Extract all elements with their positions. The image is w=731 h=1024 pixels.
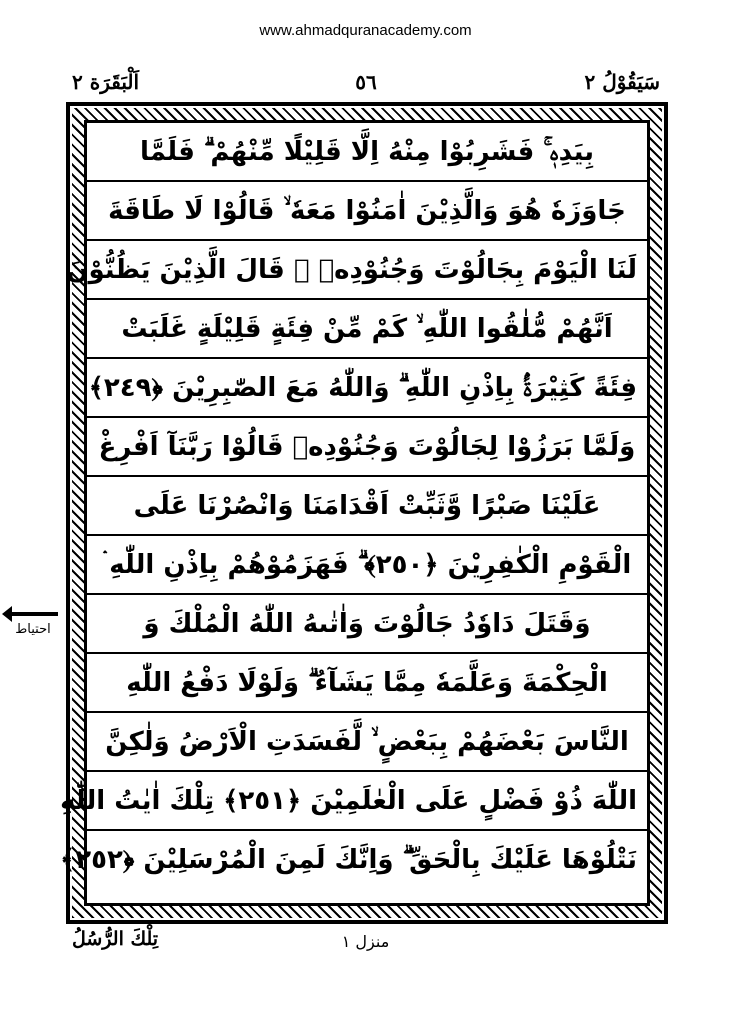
text-line-12: اللّٰهَ ذُوْ فَضْلٍ عَلَى الْعٰلَمِيْنَ ﴿٢٥١﴾ تِلْكَ اٰيٰتُ اللّٰهِ <box>87 772 647 831</box>
text-line-2: جَاوَزَهٗ هُوَ وَالَّذِيْنَ اٰمَنُوْا مَعَهٗ ۙ قَالُوْا لَا طَاقَةَ <box>87 182 647 241</box>
text-line-10: الْحِكْمَةَ وَعَلَّمَهٗ مِمَّا يَشَآءُ ۗ وَلَوْلَا دَفْعُ اللّٰهِ <box>87 654 647 713</box>
text-line-7: عَلَيْنَا صَبْرًا وَّثَبِّتْ اَقْدَامَنَا وَانْصُرْنَا عَلَى <box>87 477 647 536</box>
text-line-11: النَّاسَ بَعْضَهُمْ بِبَعْضٍ ۙ لَّفَسَدَتِ الْاَرْضُ وَلٰكِنَّ <box>87 713 647 772</box>
text-line-5: فِئَةً كَثِيْرَةًۢ بِاِذْنِ اللّٰهِ ۗ وَاللّٰهُ مَعَ الصّٰبِرِيْنَ ﴿٢٤٩﴾ <box>87 359 647 418</box>
margin-note-label: احتیاط <box>15 622 51 637</box>
surah-name: اَلْبَقَرَة ٢ <box>72 70 140 94</box>
text-line-3: لَنَا الْيَوْمَ بِجَالُوْتَ وَجُنُوْدِهٖ ۗ قَالَ الَّذِيْنَ يَظُنُّوْنَ <box>87 241 647 300</box>
margin-note <box>4 606 62 650</box>
page-number: ٥٦ <box>355 70 377 94</box>
page-header <box>72 70 660 100</box>
text-line-4: اَنَّهُمْ مُّلٰقُوا اللّٰهِ ۙ كَمْ مِّنْ فِئَةٍ قَلِيْلَةٍ غَلَبَتْ <box>87 300 647 359</box>
site-url[interactable]: www.ahmadquranacademy.com <box>259 22 472 39</box>
quran-text-block <box>59 123 647 903</box>
text-line-6: وَلَمَّا بَرَزُوْا لِجَالُوْتَ وَجُنُوْدِهٖ قَالُوْا رَبَّنَآ اَفْرِغْ <box>87 418 647 477</box>
manzil-marker: منزل ۱ <box>341 932 390 951</box>
text-line-1: بِيَدِهٖ ۚ فَشَرِبُوْا مِنْهُ اِلَّا قَلِيْلًا مِّنْهُمْ ۗ فَلَمَّا <box>87 123 647 182</box>
text-line-13: نَتْلُوْهَا عَلَيْكَ بِالْحَقِّ ۗ وَاِنَّكَ لَمِنَ الْمُرْسَلِيْنَ ﴿٢٥٢﴾ <box>59 845 637 875</box>
text-line-9: وَقَتَلَ دَاوٗدُ جَالُوْتَ وَاٰتٰىهُ اللّٰهُ الْمُلْكَ وَ <box>87 595 647 654</box>
text-line-8: الْقَوْمِ الْكٰفِرِيْنَ ﴿٢٥٠﴾ ۗ فَهَزَمُوْهُمْ بِاِذْنِ اللّٰهِ ۛ <box>87 536 647 595</box>
juz-name: سَيَقُوْلُ ٢ <box>584 70 660 94</box>
left-arrow-icon <box>10 612 58 616</box>
next-section-catchword: تِلْكَ الرُّسُلُ <box>72 928 159 950</box>
